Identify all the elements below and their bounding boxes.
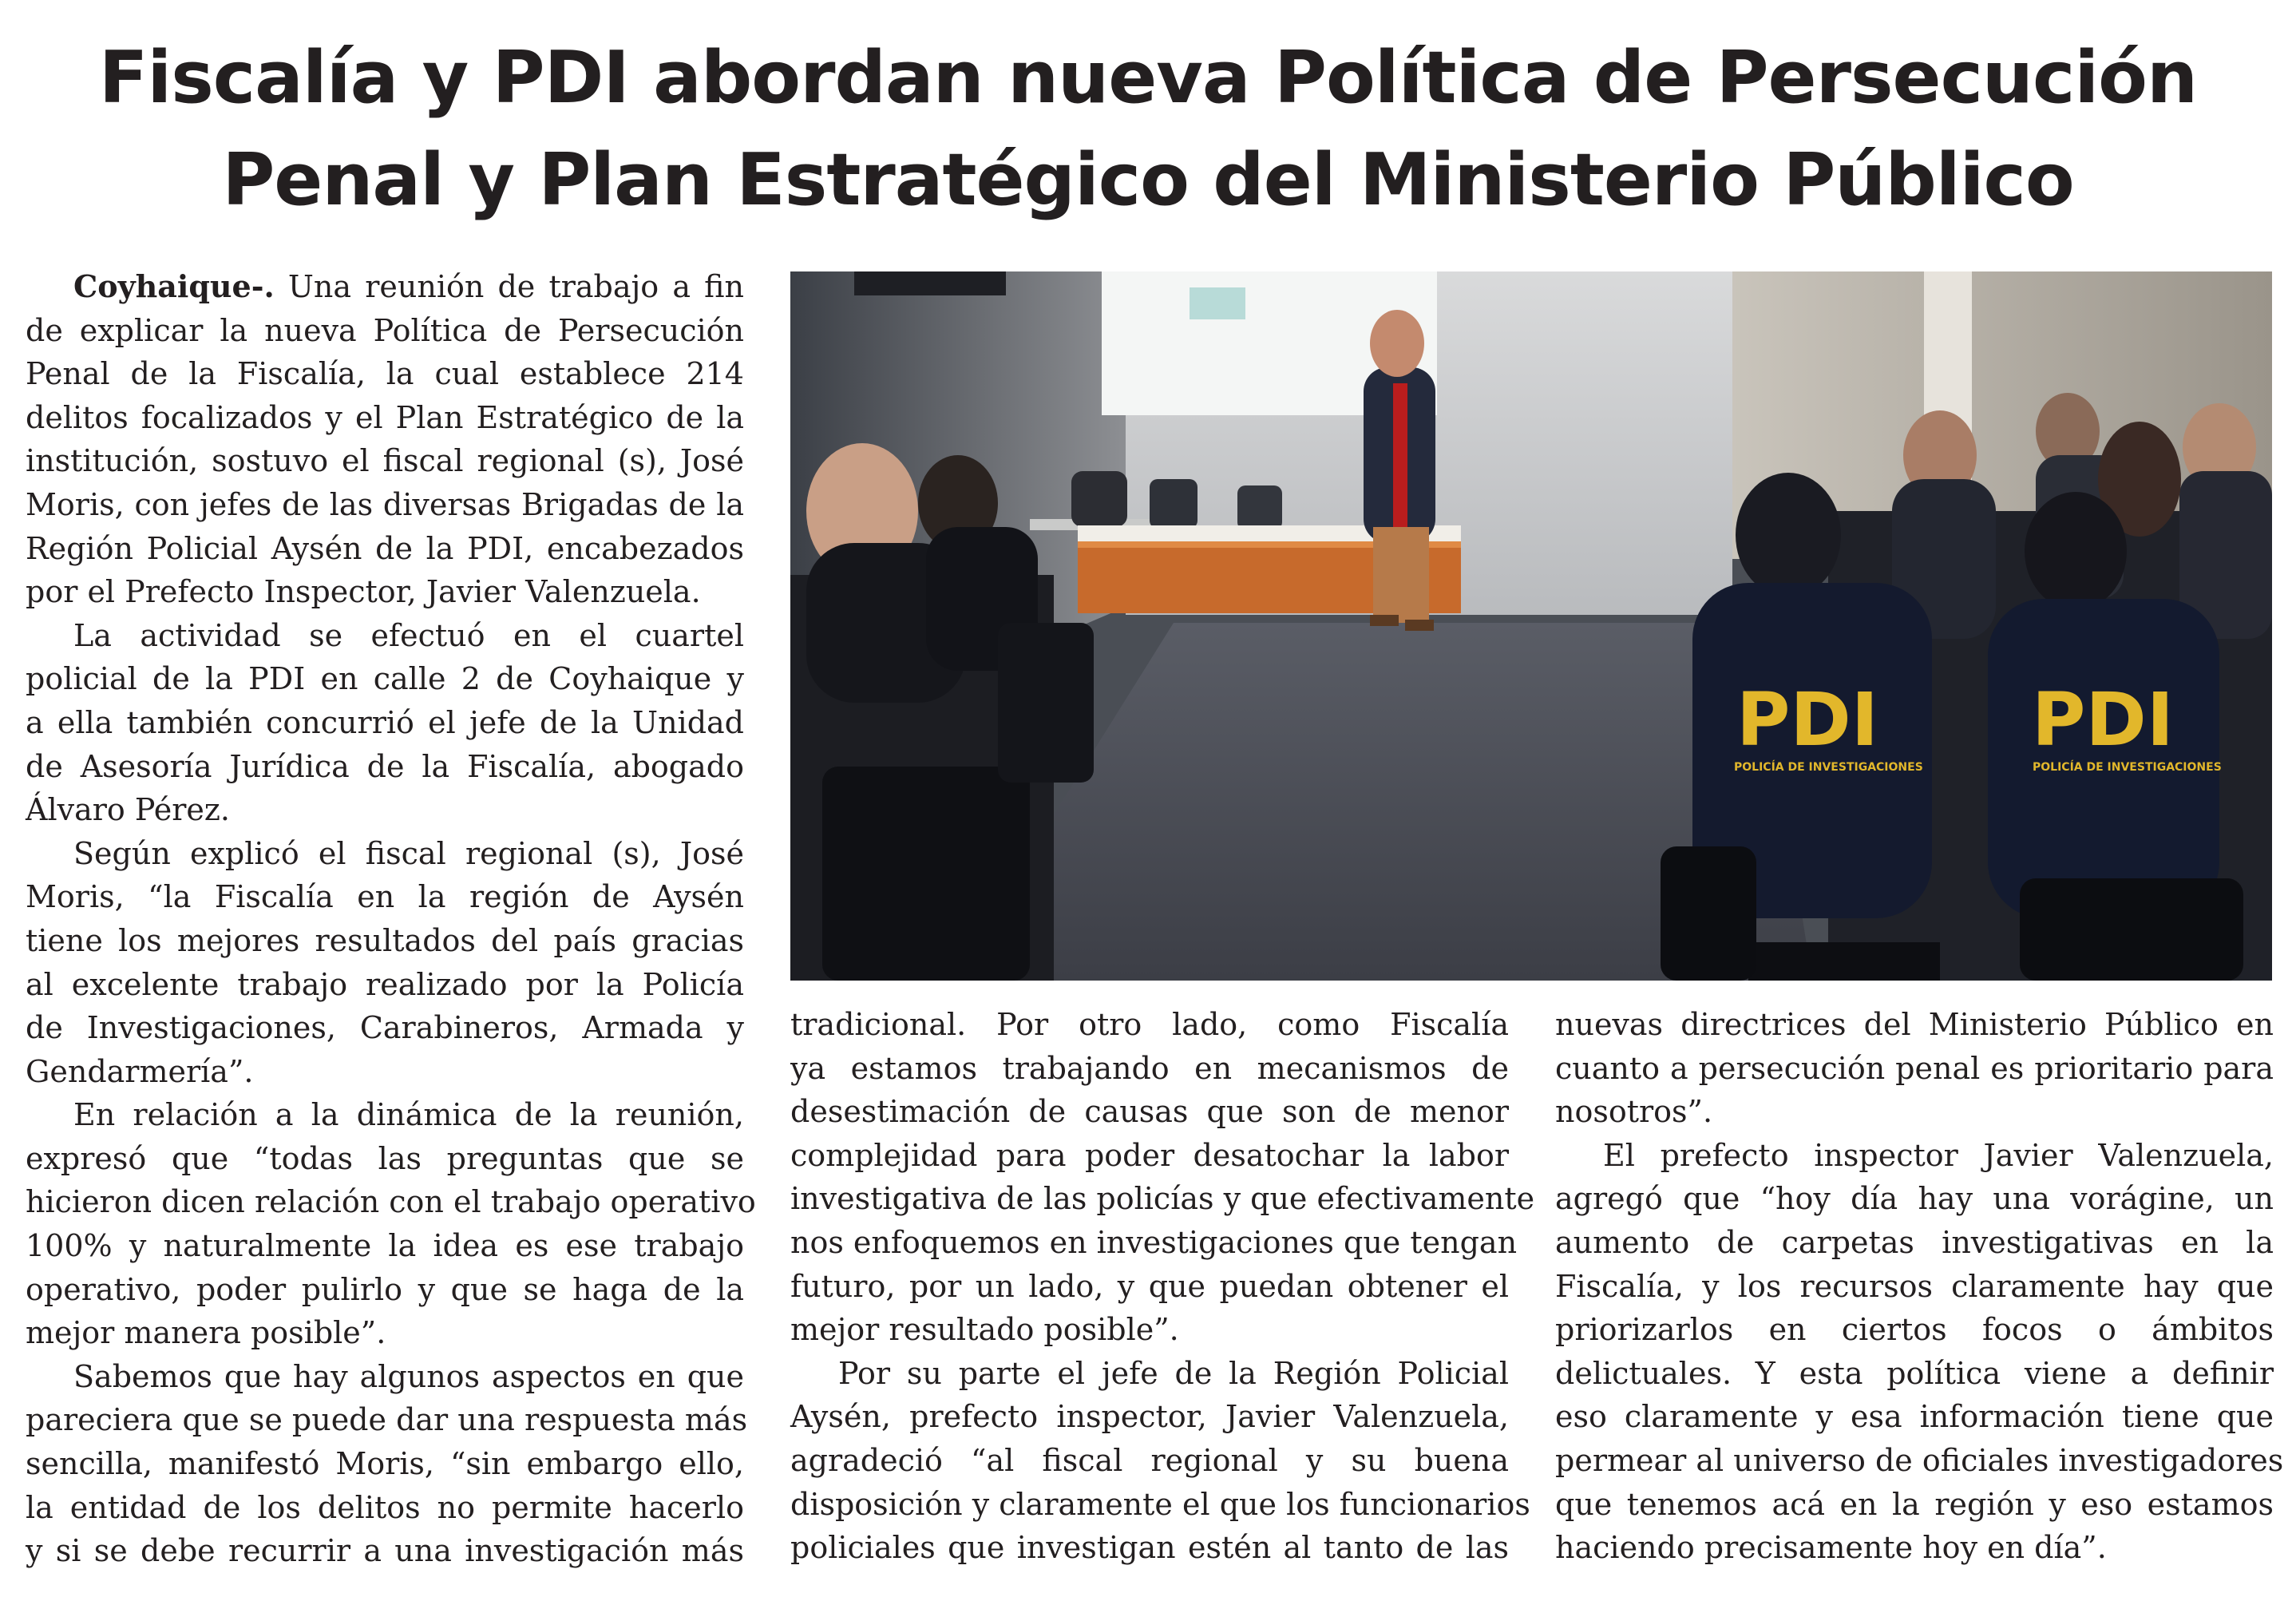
article-photo xyxy=(790,271,2272,981)
text-line-content: y si se debe recurrir a una investigación más xyxy=(26,1533,744,1569)
text-line-content: Moris, “la Fiscalía en la región de Aysén xyxy=(26,879,744,915)
text-line-content: hicieron dicen relación con el trabajo operativo xyxy=(26,1184,756,1220)
text-line xyxy=(26,1180,756,1224)
text-line xyxy=(26,1006,744,1050)
text-line xyxy=(26,570,744,614)
text-line xyxy=(790,1526,1509,1570)
headline-line-1: Fiscalía y PDI abordan nueva Política de Persecución xyxy=(98,36,2198,120)
text-line-content: En relación a la dinámica de la reunión, xyxy=(73,1097,744,1133)
text-line-content: de explicar la nueva Política de Persecución xyxy=(26,312,744,348)
text-line xyxy=(26,265,744,309)
text-line xyxy=(26,1355,744,1399)
article-column-1 xyxy=(26,265,756,1573)
text-line-content: mejor manera posible”. xyxy=(26,1315,386,1351)
text-line-content: nos enfoquemos en investigaciones que tengan xyxy=(790,1224,1518,1260)
text-line-content: Región Policial Aysén de la PDI, encabezados xyxy=(26,530,744,566)
text-line-content: a ella también concurrió el jefe de la Unidad xyxy=(26,704,744,740)
article-column-2 xyxy=(790,1003,1535,1570)
text-line-content: operativo, poder pulirlo y que se haga de la xyxy=(26,1271,744,1307)
text-line-content: Penal de la Fiscalía, la cual establece 214 xyxy=(26,356,744,392)
text-line xyxy=(790,1047,1509,1091)
text-line xyxy=(26,527,744,571)
text-line xyxy=(26,745,744,789)
text-line-content: Sabemos que hay algunos aspectos en que xyxy=(73,1358,744,1394)
text-line xyxy=(1555,1003,2274,1047)
text-line xyxy=(1555,1526,2274,1570)
text-line xyxy=(26,657,744,701)
text-line xyxy=(26,1268,744,1312)
text-line xyxy=(26,1050,744,1094)
text-line-content: pareciera que se puede dar una respuesta más xyxy=(26,1402,748,1438)
text-line-content: Moris, con jefes de las diversas Brigadas de la xyxy=(26,486,744,522)
photo-illustration xyxy=(790,271,2272,981)
text-line-content: mejor resultado posible”. xyxy=(790,1312,1179,1348)
paragraph xyxy=(790,1003,1535,1352)
text-line-content: ya estamos trabajando en mecanismos de xyxy=(790,1050,1509,1086)
text-line xyxy=(790,1352,1509,1396)
text-line xyxy=(26,1442,744,1486)
text-line-content: de Asesoría Jurídica de la Fiscalía, abogado xyxy=(26,748,744,784)
paragraph xyxy=(1555,1003,2274,1134)
text-line-content: priorizarlos en ciertos focos o ámbitos xyxy=(1555,1312,2274,1348)
text-line-content: tradicional. Por otro lado, como Fiscalía xyxy=(790,1007,1509,1042)
text-line xyxy=(26,963,744,1007)
text-line-content: agregó que “hoy día hay una vorágine, un xyxy=(1555,1181,2274,1217)
text-line xyxy=(790,1395,1509,1439)
text-line xyxy=(1555,1483,2274,1527)
text-line-content: futuro, por un lado, y que puedan obtener el xyxy=(790,1268,1509,1304)
text-line xyxy=(790,1134,1509,1178)
text-line-content: Por su parte el jefe de la Región Policial xyxy=(838,1355,1509,1391)
text-line xyxy=(26,309,744,353)
text-line-content: Según explicó el fiscal regional (s), José xyxy=(73,835,744,871)
text-line xyxy=(790,1221,1518,1265)
text-line-content: investigativa de las policías y que efectivamente xyxy=(790,1181,1535,1217)
text-line xyxy=(26,788,744,832)
paragraph xyxy=(26,265,744,614)
text-line xyxy=(26,1311,744,1355)
paragraph xyxy=(26,1093,756,1355)
text-line xyxy=(1555,1090,2274,1134)
text-line-content: La actividad se efectuó en el cuartel xyxy=(73,617,744,653)
paragraph xyxy=(26,614,744,832)
text-line-content: haciendo precisamente hoy en día”. xyxy=(1555,1530,2107,1566)
text-line xyxy=(790,1265,1509,1309)
text-line-content: al excelente trabajo realizado por la Policía xyxy=(26,966,744,1002)
text-line-content: delitos focalizados y el Plan Estratégico de la xyxy=(26,399,744,435)
text-line-content: nosotros”. xyxy=(1555,1094,1713,1130)
text-line xyxy=(26,875,744,919)
text-line-content: de Investigaciones, Carabineros, Armada y xyxy=(26,1010,744,1046)
jacket-subtext-right: POLICÍA DE INVESTIGACIONES xyxy=(2033,761,2222,774)
paragraph xyxy=(26,1355,748,1573)
jacket-subtext-left: POLICÍA DE INVESTIGACIONES xyxy=(1734,761,1923,774)
text-line-content: Aysén, prefecto inspector, Javier Valenzuela, xyxy=(790,1399,1509,1435)
text-line-content: que tenemos acá en la región y eso estamos xyxy=(1555,1486,2274,1522)
text-line xyxy=(26,1529,744,1573)
text-line-content: Álvaro Pérez. xyxy=(26,792,230,828)
text-line-content: la entidad de los delitos no permite hacerlo xyxy=(26,1489,744,1525)
text-line xyxy=(26,396,744,440)
text-line-content: policial de la PDI en calle 2 de Coyhaique y xyxy=(26,661,744,697)
text-line xyxy=(1555,1439,2284,1483)
text-line xyxy=(26,832,744,876)
text-line xyxy=(790,1003,1509,1047)
text-line-content: por el Prefecto Inspector, Javier Valenzuela. xyxy=(26,574,701,610)
text-line xyxy=(790,1483,1530,1527)
text-line xyxy=(790,1177,1535,1221)
text-line xyxy=(26,614,744,658)
text-line-content: institución, sostuvo el fiscal regional (s), José xyxy=(26,443,744,479)
text-line-content: delictuales. Y esta política viene a definir xyxy=(1555,1355,2274,1391)
text-line xyxy=(26,1486,744,1530)
text-line xyxy=(26,352,744,396)
text-line xyxy=(1555,1134,2274,1178)
text-line xyxy=(26,1224,744,1268)
text-line xyxy=(790,1308,1509,1352)
article-column-3 xyxy=(1555,1003,2284,1570)
paragraph xyxy=(1555,1134,2284,1570)
text-line-content: eso claramente y esa información tiene que xyxy=(1555,1399,2274,1435)
text-line xyxy=(790,1090,1509,1134)
text-line xyxy=(26,1398,748,1442)
text-line xyxy=(26,1093,744,1137)
paragraph xyxy=(790,1352,1530,1570)
text-line xyxy=(26,1137,744,1181)
text-line-content: Una reunión de trabajo a fin xyxy=(287,269,744,304)
text-line xyxy=(1555,1047,2274,1091)
text-line xyxy=(790,1439,1509,1483)
text-line-content: sencilla, manifestó Moris, “sin embargo ello, xyxy=(26,1446,744,1482)
text-line xyxy=(1555,1221,2274,1265)
text-line-content: nuevas directrices del Ministerio Público en xyxy=(1555,1007,2274,1042)
text-line-content: 100% y naturalmente la idea es ese trabajo xyxy=(26,1228,744,1264)
text-line-content: aumento de carpetas investigativas en la xyxy=(1555,1224,2274,1260)
text-line-content: El prefecto inspector Javier Valenzuela, xyxy=(1603,1137,2274,1173)
text-line-content: complejidad para poder desatochar la labor xyxy=(790,1137,1509,1173)
text-line xyxy=(1555,1308,2274,1352)
text-line xyxy=(26,701,744,745)
text-line-content: agradeció “al fiscal regional y su buena xyxy=(790,1442,1509,1478)
text-line xyxy=(26,919,744,963)
text-line xyxy=(26,483,744,527)
text-line xyxy=(1555,1395,2274,1439)
text-line-content: disposición y claramente el que los funcionarios xyxy=(790,1486,1530,1522)
text-line-content: policiales que investigan estén al tanto de las xyxy=(790,1530,1509,1566)
text-line xyxy=(1555,1352,2274,1396)
headline xyxy=(0,27,2296,232)
jacket-text-left: PDI xyxy=(1736,677,1879,763)
headline-line-2: Penal y Plan Estratégico del Ministerio Público xyxy=(222,138,2074,222)
text-line xyxy=(1555,1265,2274,1309)
text-line xyxy=(1555,1177,2274,1221)
jacket-text-right: PDI xyxy=(2032,677,2175,763)
dateline: Coyhaique-. xyxy=(73,268,275,304)
text-line-content: tiene los mejores resultados del país gracias xyxy=(26,922,744,958)
text-line-content: permear al universo de oficiales investigadores xyxy=(1555,1442,2284,1478)
text-line-content: Fiscalía, y los recursos claramente hay que xyxy=(1555,1268,2274,1304)
text-line-content: desestimación de causas que son de menor xyxy=(790,1094,1509,1130)
text-line-content: Gendarmería”. xyxy=(26,1053,254,1089)
text-line-content: cuanto a persecución penal es prioritario para xyxy=(1555,1050,2274,1086)
text-line xyxy=(26,439,744,483)
text-line-content: expresó que “todas las preguntas que se xyxy=(26,1140,744,1176)
paragraph xyxy=(26,832,744,1094)
